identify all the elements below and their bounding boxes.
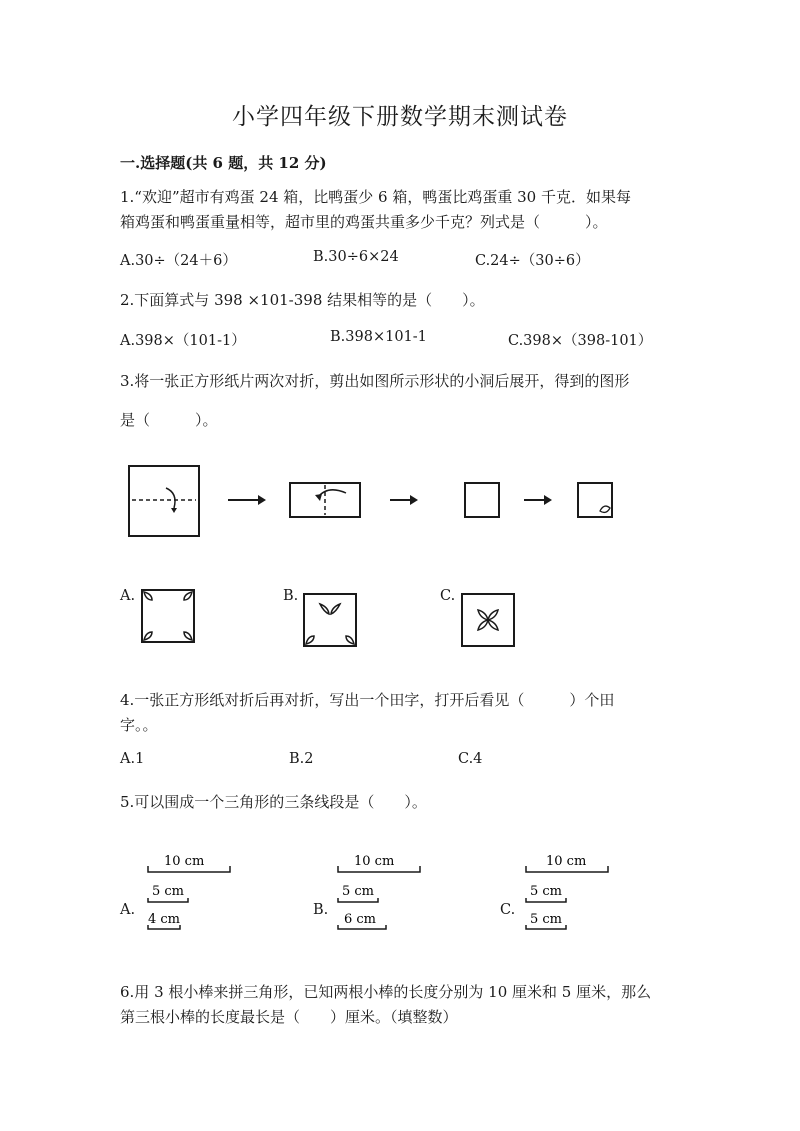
question-6-text — [120, 980, 690, 1030]
label-10cm: 10 cm — [164, 854, 205, 869]
question-1-line-1: 1.“欢迎”超市有鸡蛋 24 箱，比鸭蛋少 6 箱，鸭蛋比鸡蛋重 30 千克．如果每 — [120, 188, 631, 206]
leaf-hole — [478, 610, 488, 620]
step-arrow-3-head — [544, 495, 552, 505]
question-3-option-a-figure[interactable] — [138, 586, 198, 646]
leaf-hole — [478, 620, 488, 630]
question-5-option-c-label[interactable]: C. — [500, 902, 516, 918]
fold-arrow-head-2 — [315, 494, 322, 501]
question-3-text — [120, 369, 690, 433]
step-arrow-1-head — [258, 495, 266, 505]
question-1-option-a[interactable]: A.30÷（24＋6） — [120, 253, 237, 269]
label-4cm: 4 cm — [148, 912, 181, 927]
question-6-line-1: 6.用 3 根小棒来拼三角形，已知两根小棒的长度分别为 10 厘米和 5 厘米，那么 — [120, 983, 652, 1001]
question-3-option-a-label[interactable]: A. — [120, 588, 136, 604]
question-4-option-c[interactable]: C.4 — [458, 751, 483, 767]
label-5cm: 5 cm — [530, 884, 563, 899]
question-5-option-b-label[interactable]: B. — [313, 902, 329, 918]
question-4-line-2: 字。。 — [120, 716, 158, 734]
question-1-line-2: 箱鸡蛋和鸭蛋重量相等，超市里的鸡蛋共重多少千克？列式是（ ）。 — [120, 213, 608, 231]
label-10cm: 10 cm — [546, 854, 587, 869]
leaf-hole — [306, 636, 314, 644]
question-4-line-1: 4.一张正方形纸对折后再对折，写出一个田字，打开后看见（ ）个田 — [120, 691, 615, 709]
question-2-option-c[interactable]: C.398×（398-101） — [508, 333, 653, 349]
folding-sequence-diagram — [120, 455, 630, 545]
label-6cm: 6 cm — [344, 912, 377, 927]
unfolded-square — [129, 466, 199, 536]
question-4-option-a[interactable]: A.1 — [120, 751, 145, 767]
question-1-text — [120, 185, 690, 235]
leaf-hole — [144, 592, 152, 600]
fold-arrow-curve — [166, 488, 175, 508]
question-6-line-2: 第三根小棒的长度最长是（ ）厘米。（填整数） — [120, 1008, 458, 1026]
leaf-hole — [488, 610, 498, 620]
label-5cm: 5 cm — [530, 912, 563, 927]
label-10cm: 10 cm — [354, 854, 395, 869]
question-3-option-b-label[interactable]: B. — [283, 588, 299, 604]
folded-square — [465, 483, 499, 517]
question-3-option-c-figure[interactable] — [458, 590, 518, 650]
leaf-hole — [184, 632, 192, 640]
question-3-option-b-figure[interactable] — [300, 590, 360, 650]
section-heading: 一.选择题(共 6 题，共 12 分) — [120, 154, 327, 172]
question-2-text: 2.下面算式与 398 ×101-398 结果相等的是（ ）。 — [120, 291, 485, 309]
question-1-option-c[interactable]: C.24÷（30÷6） — [475, 253, 590, 269]
question-3-line-1: 3.将一张正方形纸片两次对折，剪出如图所示形状的小洞后展开，得到的图形 — [120, 372, 630, 390]
step-arrow-2-head — [410, 495, 418, 505]
label-5cm: 5 cm — [152, 884, 185, 899]
fold-arrow-curve-2 — [318, 490, 346, 497]
page-title: 小学四年级下册数学期末测试卷 — [232, 104, 568, 130]
leaf-hole — [488, 620, 498, 630]
question-2-option-a[interactable]: A.398×（101-1） — [120, 333, 246, 349]
leaf-hole — [184, 592, 192, 600]
question-4-text — [120, 688, 690, 738]
question-5-option-c-segments[interactable] — [518, 845, 618, 935]
cut-leaf-hole — [600, 506, 610, 512]
label-5cm: 5 cm — [342, 884, 375, 899]
question-5-option-b-segments[interactable] — [330, 845, 430, 935]
leaf-hole — [144, 632, 152, 640]
leaf-hole — [320, 604, 329, 614]
question-5-option-a-label[interactable]: A. — [120, 902, 136, 918]
question-5-option-a-segments[interactable] — [140, 845, 240, 935]
question-5-text: 5.可以围成一个三角形的三条线段是（ ）。 — [120, 793, 427, 811]
question-2-option-b[interactable]: B.398×101-1 — [330, 329, 427, 345]
leaf-hole — [331, 604, 340, 614]
question-3-line-2: 是（ ）。 — [120, 411, 218, 429]
question-1-option-b[interactable]: B.30÷6×24 — [313, 249, 399, 265]
fold-arrow-head — [171, 508, 177, 513]
question-4-option-b[interactable]: B.2 — [289, 751, 314, 767]
question-3-option-c-label[interactable]: C. — [440, 588, 456, 604]
leaf-hole — [346, 636, 354, 644]
